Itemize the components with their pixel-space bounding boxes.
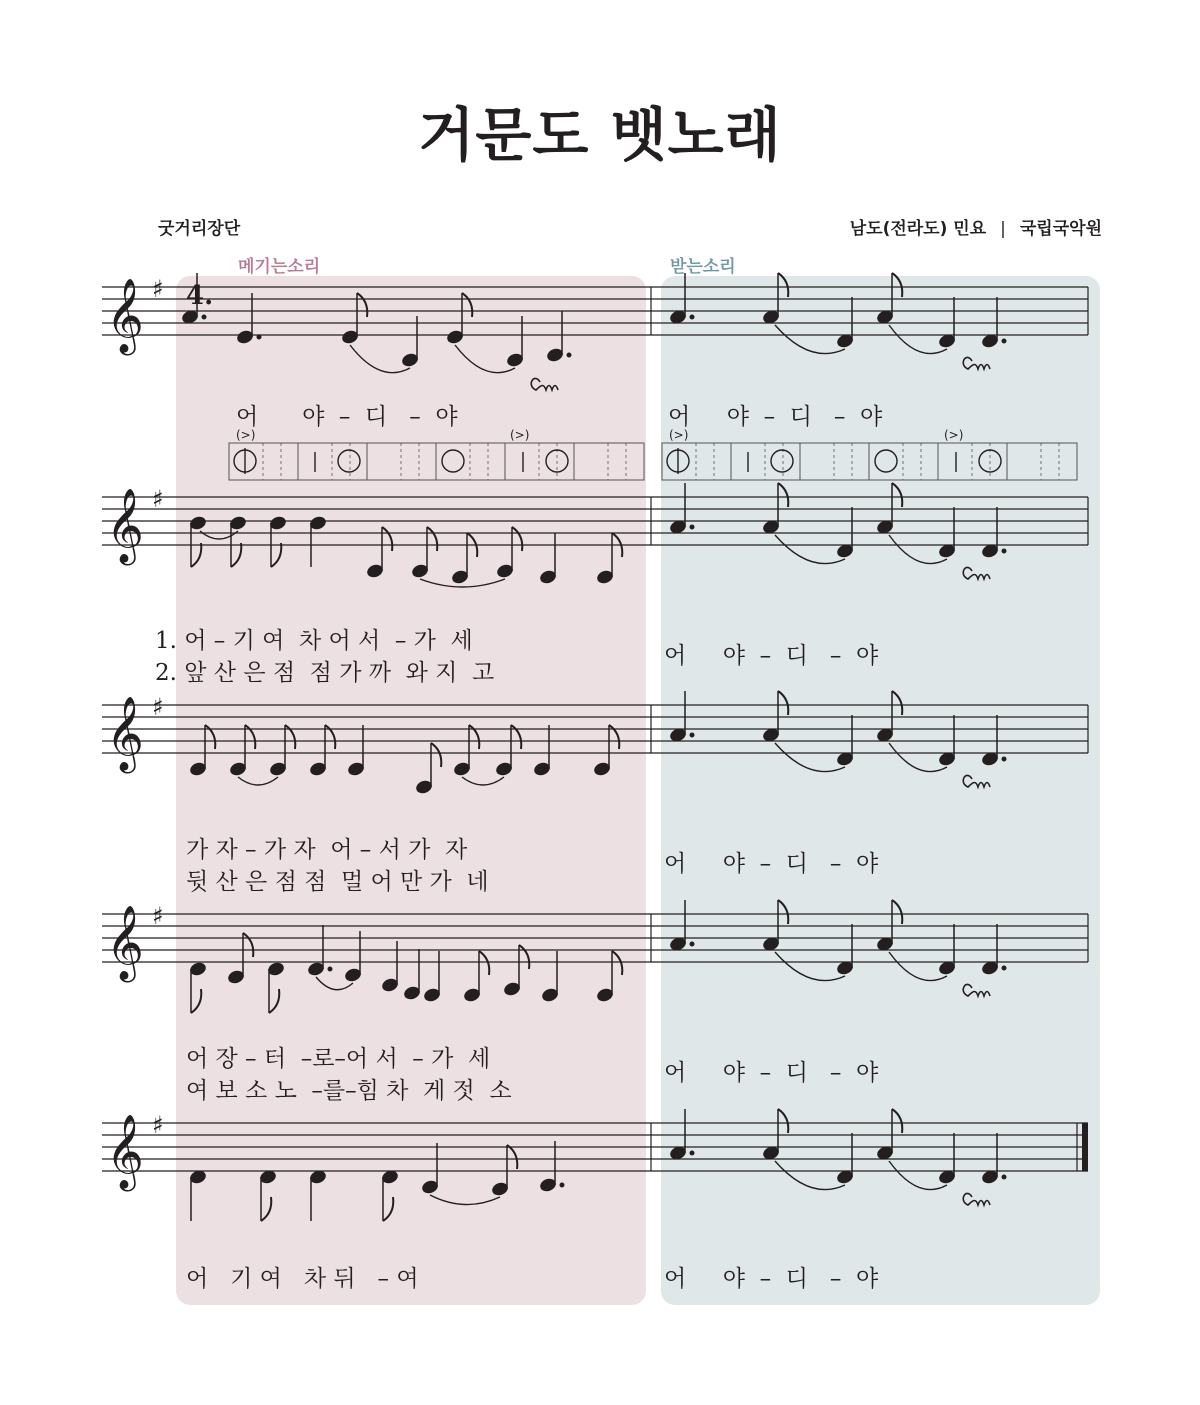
note-dot [328,967,333,972]
lyric-line: 여 보 소 노 –를–힘 차 게 젓 소 [186,1078,512,1104]
note-flag [271,543,281,567]
lyric-line: 어 야 – 디 – 야 [664,1266,879,1292]
slur [889,325,947,354]
lyric-line: 어 야 – 디 – 야 [664,851,879,877]
treble-clef: 𝄞 [106,906,144,980]
note-flag [778,273,788,297]
note-flag [479,951,489,975]
sigimsae-ornament [963,567,990,579]
page-title: 거문도 뱃노래 [418,101,782,169]
key-sharp: ♯ [152,485,164,513]
note-flag [612,951,622,975]
sigimsae-ornament [963,1193,990,1205]
note-dot [1002,1175,1007,1180]
slur [889,1161,947,1190]
jangdan-label: 굿거리장단 [158,219,241,239]
slur [775,952,845,981]
slur [775,743,845,772]
note-dot [560,1183,565,1188]
note-dot [690,942,695,947]
slur [200,531,238,539]
note-flag [778,483,788,507]
publisher-label: 국립국악원 [1019,219,1102,239]
note-dot [690,315,695,320]
treble-clef: 𝄞 [106,489,144,563]
note-flag [778,900,788,924]
treble-clef: 𝄞 [106,279,144,353]
slur [775,535,845,564]
slur [889,952,947,981]
note-dot [567,353,572,358]
time-signature: 4. [186,281,214,311]
call-section-label: 메기는소리 [238,257,321,277]
accent-mark: (>) [669,428,689,442]
sigimsae-ornament [963,357,990,369]
response-section-label: 받는소리 [670,257,736,277]
slur [775,1161,845,1190]
lyric-line: 어 야 – 디 – 야 [236,404,458,430]
key-sharp: ♯ [152,693,164,721]
note-flag [892,273,902,297]
slur [238,777,278,785]
slur [455,345,515,373]
note-flag [382,527,392,551]
accent-mark: (>) [944,428,964,442]
key-sharp: ♯ [152,275,164,303]
note-flag [507,1145,517,1169]
note-flag [383,1197,393,1221]
note-dot [690,733,695,738]
note-flag [231,543,241,567]
lyric-line: 1. 어 – 기 여 차 어 서 – 가 세 [155,628,473,654]
note-flag [427,527,437,551]
note-flag [778,691,788,715]
lyric-line: 뒷 산 은 점 점 멀 어 만 가 네 [186,869,489,895]
note-flag [243,933,253,957]
note-flag [892,1109,902,1133]
final-barline [1082,1123,1088,1171]
note-dot [257,335,262,340]
note-dot [1002,966,1007,971]
note-flag [191,989,201,1013]
lyric-line: 어 장 – 터 –로–어 서 – 가 세 [186,1046,491,1072]
key-sharp: ♯ [152,902,164,930]
treble-clef: 𝄞 [106,697,144,771]
slur [775,325,845,354]
note-flag [892,691,902,715]
note-flag [778,1109,788,1133]
sigimsae-ornament [531,378,558,390]
note-flag [519,945,529,969]
note-flag [357,293,367,317]
note-flag [892,483,902,507]
janggu-kung-symbol [442,450,464,472]
lyric-line: 어 야 – 디 – 야 [668,404,883,430]
slur [350,345,410,373]
note-dot [1002,339,1007,344]
lyric-line: 어 야 – 디 – 야 [664,643,879,669]
slur [430,1195,500,1205]
note-flag [191,543,201,567]
janggu-kung-symbol [338,450,360,472]
lyric-line: 가 자 – 가 자 어 – 서 가 자 [186,837,468,863]
slur [889,743,947,772]
sigimsae-ornament [963,984,990,996]
note-flag [431,743,441,767]
note-dot [1002,549,1007,554]
note-dot [1002,757,1007,762]
note-flag [261,1197,271,1221]
lyric-line: 어 야 – 디 – 야 [664,1060,879,1086]
note-flag [892,900,902,924]
key-sharp: ♯ [152,1111,164,1139]
accent-mark: (>) [510,428,530,442]
note-dot [690,1151,695,1156]
lyric-line: 2. 앞 산 은 점 점 가 까 와 지 고 [155,660,495,686]
note-flag [462,293,472,317]
accent-mark: (>) [236,428,256,442]
sigimsae-ornament [963,775,990,787]
treble-clef: 𝄞 [106,1115,144,1189]
janggu-kung-symbol [875,450,897,472]
janggu-kung-symbol [771,450,793,472]
note-dot [690,525,695,530]
lyric-line: 어 기 여 차 뒤 – 여 [186,1266,419,1292]
janggu-notation [229,443,1077,480]
note-flag [269,989,279,1013]
genre-label: 남도(전라도) 민요 [849,219,987,239]
note-flag [512,527,522,551]
slur [889,535,947,564]
separator: | [1000,219,1006,239]
slur [462,777,504,785]
note-dot [202,315,207,320]
